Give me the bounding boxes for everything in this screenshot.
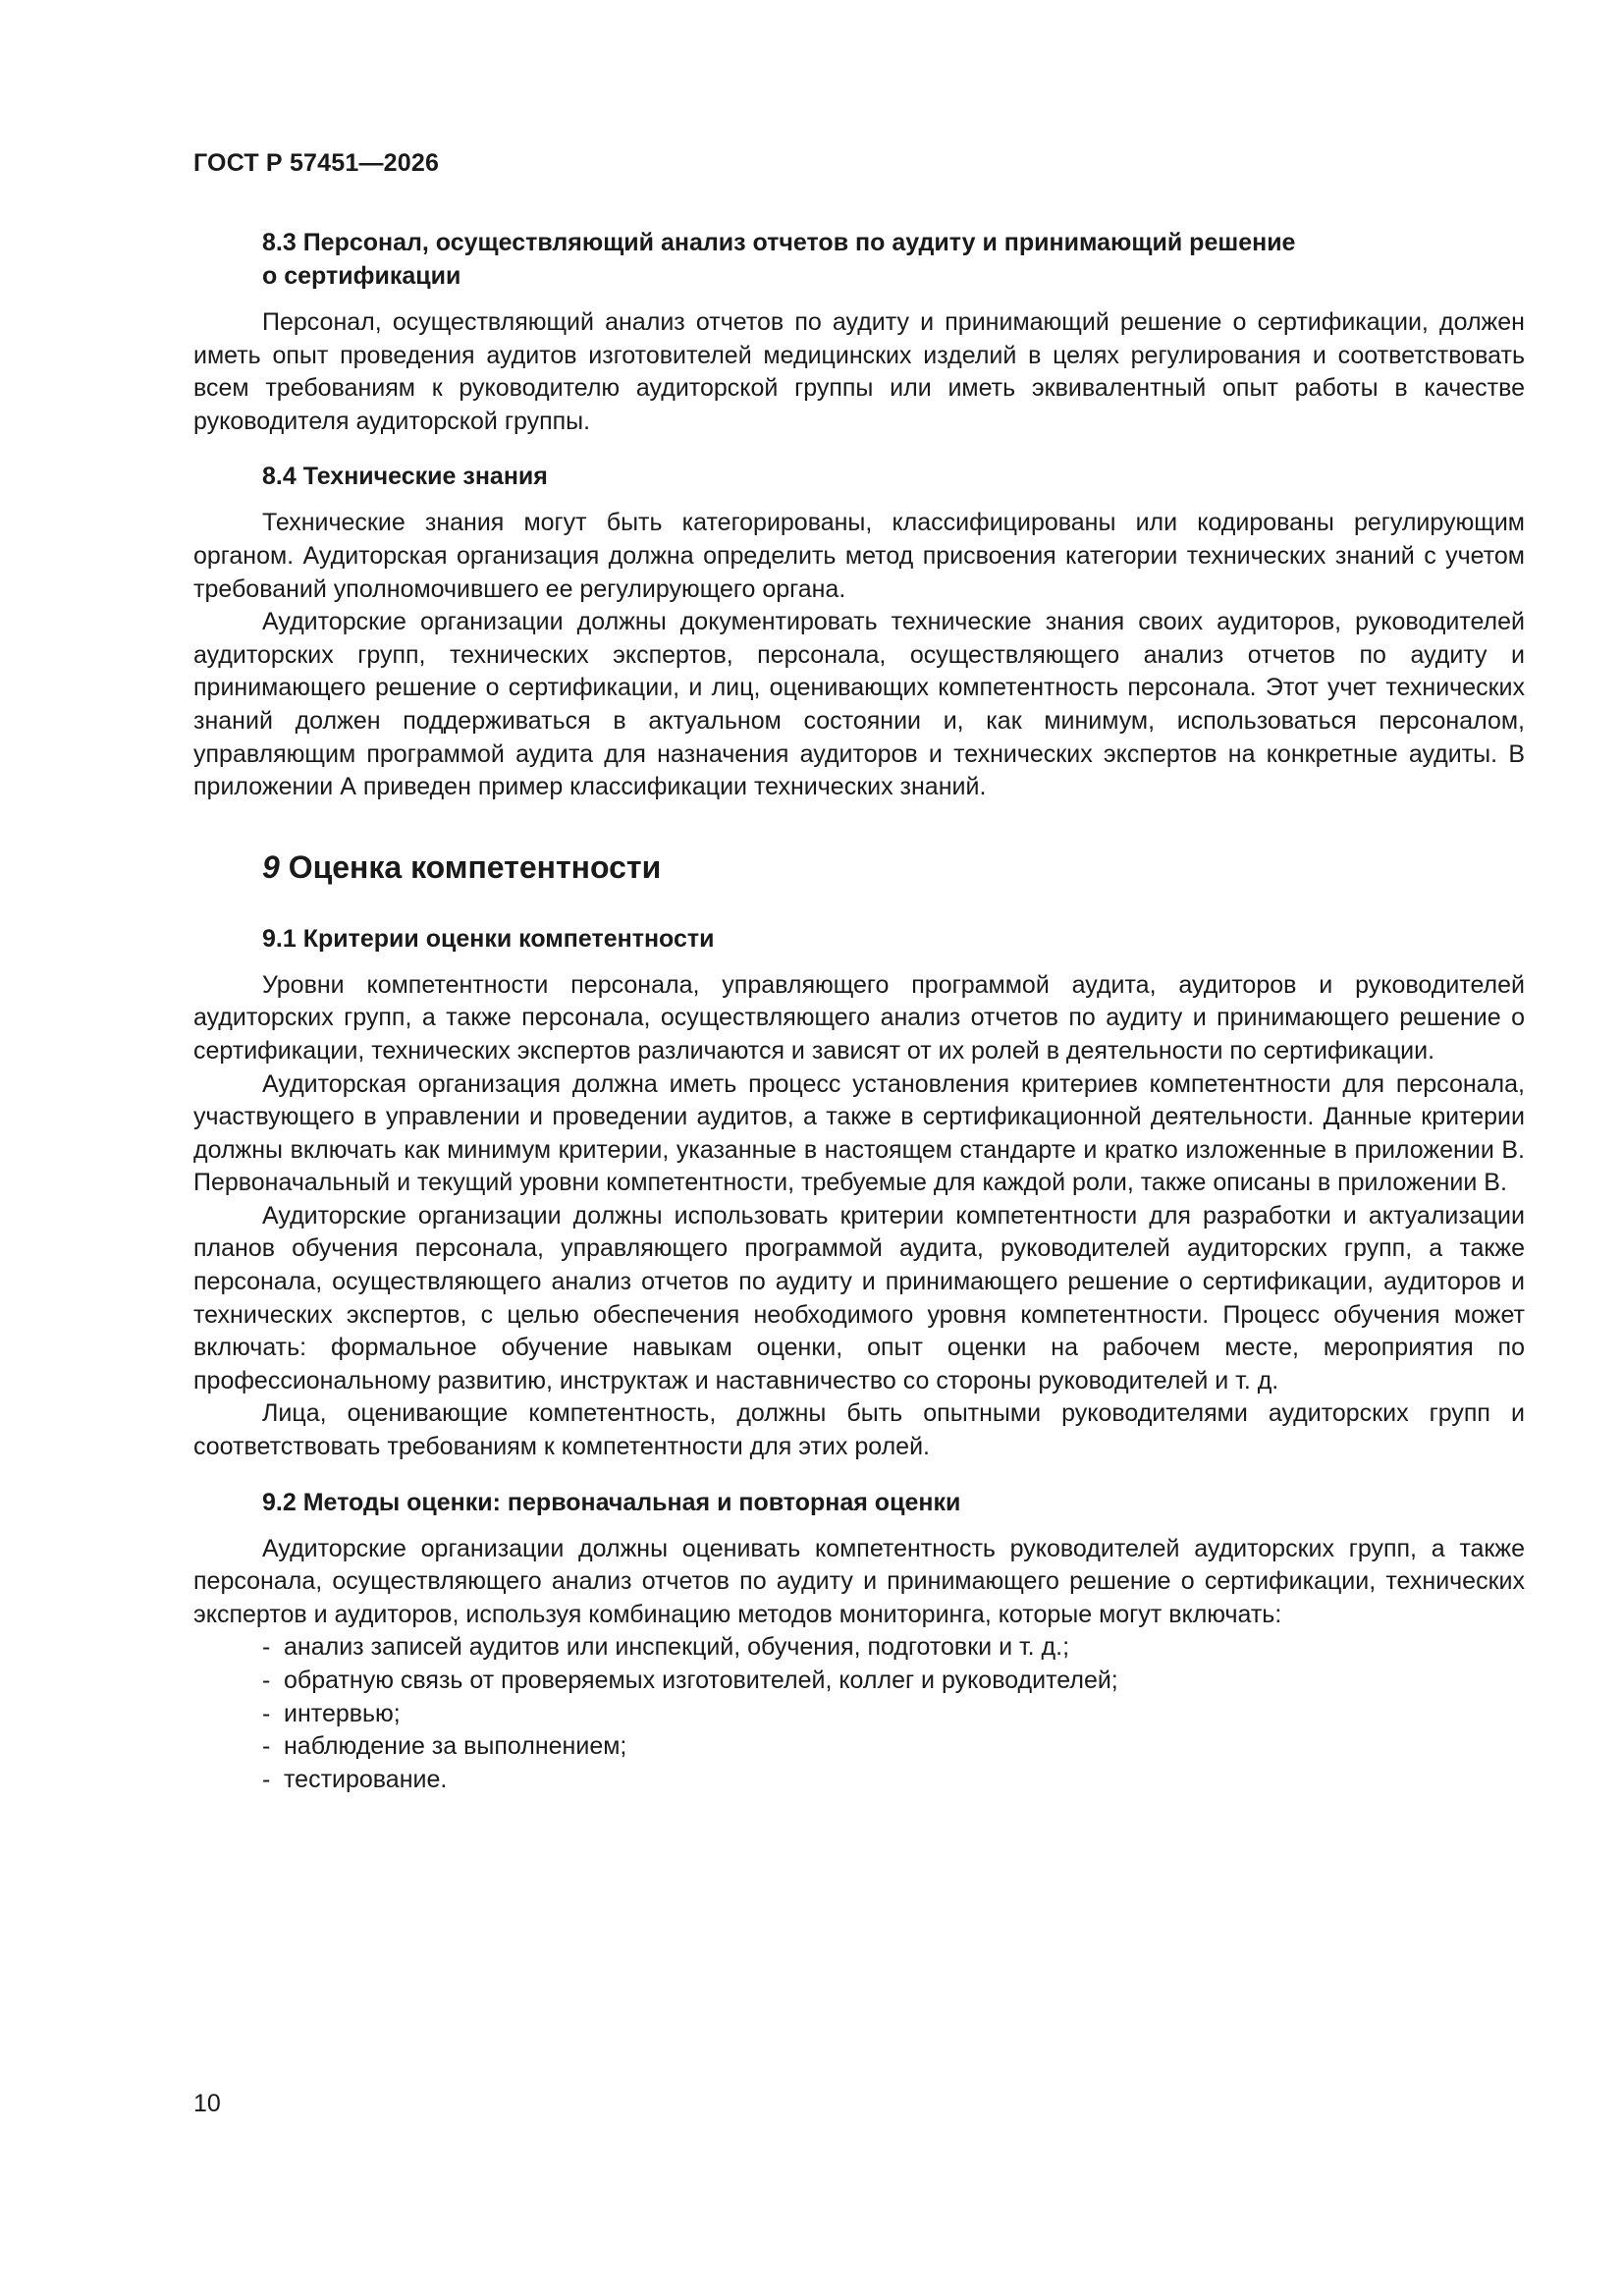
section-9-1-paragraph-3: Аудиторские организации должны использовать критерии компетентности для разработки и актуализации планов обучения персонала, управляющего программой аудита, руководителей аудиторских групп, а также персонала, осуществляющего анализ отчетов по аудиту и принимающего решение о сертификации, аудиторов и технических экспертов, с целью обеспечения необходимого уровня компетентности. Процесс обучения может включать: формальное обучение навыкам оценки, опыт оценки на рабочем месте, мероприятия по профессиональному развитию, инструктаж и наставничество со стороны руководителей и т. д.: [193, 1201, 1525, 1394]
section-9-1-heading: 9.1 Критерии оценки компетентности: [262, 924, 715, 953]
list-item: - обратную связь от проверяемых изготовителей, коллег и руководителей;: [262, 1665, 1525, 1698]
list-marker: -: [262, 1699, 271, 1727]
monitoring-methods-list: [193, 1631, 1525, 1796]
list-item: - анализ записей аудитов или инспекций, обучения, подготовки и т. д.;: [262, 1631, 1525, 1665]
section-9-1-paragraph-2: Аудиторская организация должна иметь процесс установления критериев компетентности для персонала, участвующего в управлении и проведении аудитов, а также в сертификационной деятельности. Данные критерии должны включать как минимум критерии, указанные в настоящем стандарте и кратко изложенные в приложении В. Первоначальный и текущий уровни компетентности, требуемые для каждой роли, также описаны в приложении В.: [193, 1069, 1525, 1197]
section-9-2-heading: 9.2 Методы оценки: первоначальная и повторная оценки: [262, 1488, 961, 1516]
list-item: - наблюдение за выполнением;: [262, 1730, 1525, 1764]
section-9-1-paragraph-4: Лица, оценивающие компетентность, должны быть опытными руководителями аудиторских групп и соответствовать требованиям к компетентности для этих ролей.: [193, 1399, 1525, 1461]
list-marker: -: [262, 1765, 271, 1793]
section-9-2-paragraph-1: Аудиторские организации должны оценивать компетентность руководителей аудиторских групп, а также персонала, осуществляющего анализ отчетов по аудиту и принимающего решение о сертификации, технических экспертов и аудиторов, используя комбинацию методов мониторинга, которые могут включать:: [193, 1534, 1525, 1628]
list-item: - тестирование.: [262, 1764, 1525, 1797]
section-8-3-heading-line2: о сертификации: [262, 262, 461, 290]
chapter-number: 9: [262, 848, 280, 885]
chapter-title: Оценка компетентности: [288, 848, 662, 885]
list-marker: -: [262, 1667, 271, 1694]
section-8-4-heading: 8.4 Технические знания: [262, 463, 548, 491]
document-code-header: ГОСТ Р 57451—2026: [193, 149, 440, 177]
page-number: 10: [193, 2090, 221, 2117]
section-8-4-paragraph-2: Аудиторские организации должны документировать технические знания своих аудиторов, руководителей аудиторских групп, технических экспертов, персонала, осуществляющего анализ отчетов по аудиту и принимающего решение о сертификации, и лиц, оценивающих компетентность персонала. Этот учет технических знаний должен поддерживаться в актуальном состоянии и, как минимум, использоваться персоналом, управляющим программой аудита для назначения аудиторов и технических экспертов на конкретные аудиты. В приложении А приведен пример классификации технических знаний.: [193, 608, 1525, 801]
chapter-9-heading: [193, 847, 1525, 887]
section-9-1-paragraph-1: Уровни компетентности персонала, управляющего программой аудита, аудиторов и руководителей аудиторских групп, а также персонала, осуществляющего анализ отчетов по аудиту и принимающего решение о сертификации, технических экспертов различаются и зависят от их ролей в деятельности по сертификации.: [193, 970, 1525, 1065]
page-content: [193, 226, 1525, 1796]
section-8-3-heading: [193, 226, 1525, 293]
list-marker: -: [262, 1732, 271, 1761]
section-8-4-paragraph-1: Технические знания могут быть категорированы, классифицированы или кодированы регулирующим органом. Аудиторская организация должна определить метод присвоения категории технических знаний с учетом требований уполномочившего ее регулирующего органа.: [193, 509, 1525, 603]
list-marker: -: [262, 1633, 271, 1662]
list-item: - интервью;: [262, 1698, 1525, 1731]
section-8-3-heading-line1: 8.3 Персонал, осуществляющий анализ отчетов по аудиту и принимающий решение: [262, 229, 1296, 256]
section-8-3-paragraph: Персонал, осуществляющий анализ отчетов по аудиту и принимающий решение о сертификации, должен иметь опыт проведения аудитов изготовителей медицинских изделий в целях регулирования и соответствовать всем требованиям к руководителю аудиторской группы или иметь эквивалентный опыт работы в качестве руководителя аудиторской группы.: [193, 308, 1525, 435]
